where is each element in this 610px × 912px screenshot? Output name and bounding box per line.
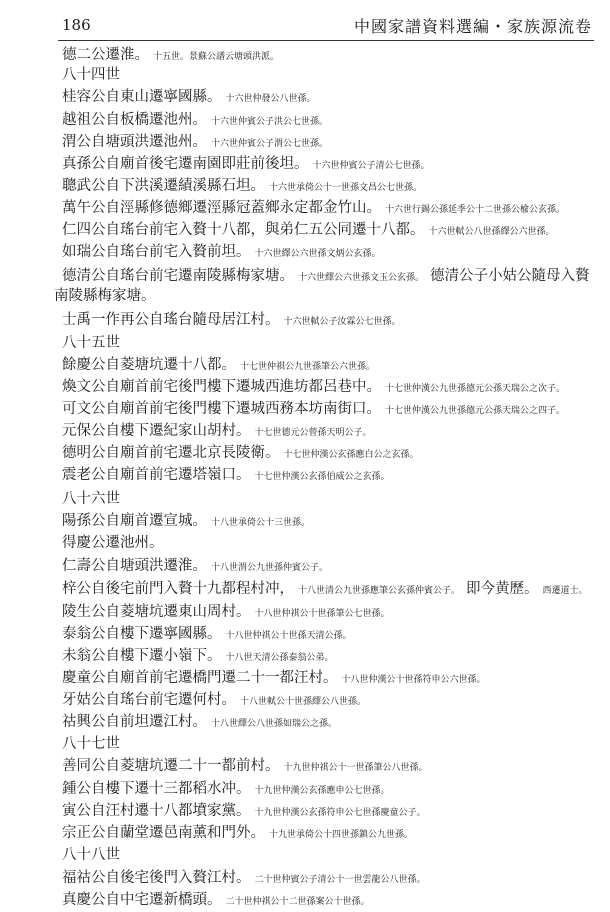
- entry-text: 善同公自菱塘坑遷二十一都前村。: [62, 758, 280, 774]
- migration-entry: [62, 442, 419, 465]
- entry-text: 宗正公自蘭堂遷邑南薰和門外。: [62, 825, 265, 841]
- migration-entry: [62, 109, 328, 132]
- entry-text: 南陵縣梅家塘。: [54, 288, 156, 304]
- migration-entry: [62, 778, 390, 801]
- entry-annotation: 十六世仲賓公子渭公七世孫。: [211, 139, 329, 149]
- entry-text: 真慶公自中宅遷新橋頭。: [62, 892, 222, 908]
- migration-entry: [62, 555, 328, 578]
- entry-text: 士禹一作再公自瑤台隨母居江村。: [62, 312, 280, 328]
- entry-annotation: 十六世軾公子汝霖公七世孫。: [283, 317, 401, 327]
- migration-entry: [62, 578, 588, 601]
- entry-text: 得慶公遷池州。: [62, 535, 164, 551]
- entry-text: 陽孫公自廟首遷宣城。: [62, 513, 207, 529]
- entry-text: 渭公自塘頭洪遷池州。: [62, 134, 207, 150]
- entry-annotation: 西遷道士。: [542, 586, 588, 596]
- entry-annotation: 十九世承倚公十四世孫鎮公九世孫。: [269, 830, 414, 840]
- entry-annotation: 十六世承倚公十一世孫文昌公七世孫。: [269, 183, 423, 193]
- generation-label: 八十五世: [62, 335, 120, 351]
- entry-continuation: 德清公子小姑公隨母入贅: [430, 268, 590, 284]
- entry-annotation: 十六世繹公六世孫文炳公玄孫。: [254, 249, 381, 259]
- entry-annotation: 十八世軾公十世孫繹公八世孫。: [240, 697, 367, 707]
- entry-annotation: 十八世清公九世孫應筆公玄孫仲賓公子。: [298, 586, 461, 596]
- entry-text: 越祖公自板橋遷池州。: [62, 112, 207, 128]
- entry-annotation: 十八世渭公九世孫仲賓公子。: [211, 563, 329, 573]
- entry-annotation: 十九世仲祺公十一世孫筆公八世孫。: [283, 763, 428, 773]
- entry-annotation: 十六世仲賓公子洪公七世孫。: [211, 117, 329, 127]
- entry-text: 梓公自後宅前門入贅十九都程村冲，: [62, 581, 294, 597]
- migration-entry: [62, 197, 565, 220]
- generation-label: 八十四世: [62, 67, 120, 83]
- generation-heading: [62, 64, 120, 85]
- migration-entry: [62, 689, 366, 712]
- entry-annotation: 十九世仲漢公玄孫符申公七世孫慶童公子。: [254, 808, 426, 818]
- migration-entry: [62, 86, 316, 109]
- entry-text: 桂容公自東山遷寧國縣。: [62, 89, 222, 105]
- entry-text: 福祜公自後宅後門入贅江村。: [62, 870, 251, 886]
- migration-entry: [62, 354, 375, 377]
- migration-entry: [62, 623, 352, 646]
- migration-entry: [62, 309, 401, 332]
- entry-text: 寅公自汪村遷十八都墳家黨。: [62, 803, 251, 819]
- entry-annotation: 二十世仲祺公十二世孫案公十世孫。: [225, 897, 370, 907]
- entry-annotation: 十八世承倚公十三世孫。: [211, 518, 311, 528]
- entry-annotation: 十八世仲祺公十世孫筆公七世孫。: [254, 609, 390, 619]
- generation-heading: [62, 488, 120, 509]
- generation-heading: [62, 844, 120, 865]
- migration-entry: [62, 131, 328, 154]
- entry-annotation: 十八世天清公孫泰翁公弟。: [225, 653, 334, 663]
- migration-entry: [62, 175, 422, 198]
- entry-text: 可文公自廟首前宅後門樓下遷城西務本坊南街口。: [62, 401, 381, 417]
- generation-label: 八十七世: [62, 736, 120, 752]
- entry-text: 萬午公自涇縣修德鄉遷涇縣冠蓋鄉永定都金竹山。: [62, 200, 381, 216]
- entry-annotation: 十六世仲發公八世孫。: [225, 94, 316, 104]
- entry-text: 未翁公自樓下遷小嶺下。: [62, 648, 222, 664]
- entry-annotation: 十五世。景蘇公譜云塘頭洪派。: [153, 52, 280, 62]
- entry-annotation: 十六世軾公八世孫繹公六世孫。: [428, 227, 555, 237]
- generation-label: 八十六世: [62, 491, 120, 507]
- generation-heading: [62, 733, 120, 754]
- migration-entry: [62, 711, 337, 734]
- entry-text: 聰武公自下洪溪遷績溪縣石坦。: [62, 178, 265, 194]
- migration-entry: [62, 153, 430, 176]
- entry-text: 煥文公自廟首前宅後門樓下遷城西進坊都呂巷中。: [62, 379, 381, 395]
- entry-text: 德明公自廟首前宅遷北京長陵衛。: [62, 445, 280, 461]
- migration-entry: [62, 822, 413, 845]
- entry-annotation: 十八世繹公八世孫如瑞公之孫。: [211, 719, 338, 729]
- book-title: 中國家譜資料選編・家族源流卷: [353, 17, 592, 36]
- entry-annotation: 十六世行錫公孫延季公十二世孫公楡公玄孫。: [385, 205, 566, 215]
- entry-annotation: 十七世仲漢公玄孫伯威公之玄孫。: [254, 472, 390, 482]
- migration-entry: [62, 867, 426, 890]
- migration-entry: [62, 420, 372, 443]
- entry-annotation: 十七世仲祺公九世孫筆公六世孫。: [240, 362, 376, 372]
- entry-text: 祜興公自前坦遷江村。: [62, 714, 207, 730]
- generation-heading: [62, 332, 120, 353]
- entry-text: 牙姑公自瑤台前宅遷何村。: [62, 692, 236, 708]
- entry-text: 元保公自樓下遷紀家山胡村。: [62, 423, 251, 439]
- entry-annotation: 十六世繹公六世孫文玉公玄孫。: [298, 273, 425, 283]
- entry-text: 陵生公自菱塘坑遷東山周村。: [62, 604, 251, 620]
- migration-entry: [62, 241, 381, 264]
- migration-entry: [62, 376, 565, 399]
- migration-entry: [62, 667, 486, 690]
- entry-annotation: 十八世仲祺公十世孫天清公孫。: [225, 631, 352, 641]
- migration-entry: [62, 464, 390, 487]
- entry-text: 德清公自瑤台前宅遷南陵縣梅家塘。: [62, 268, 294, 284]
- migration-entry: [54, 285, 156, 306]
- page-header: [62, 14, 592, 40]
- migration-entry: [62, 532, 164, 553]
- entry-text: 餘慶公自菱塘坑遷十八都。: [62, 357, 236, 373]
- migration-entry: [62, 601, 390, 624]
- page-number: 186: [62, 16, 91, 34]
- entry-annotation: 十六世仲賓公子清公七世孫。: [312, 161, 430, 171]
- entry-annotation: 十七世仲漢公九世孫德元公孫天瑞公之次子。: [385, 384, 566, 394]
- entry-annotation: 十七世仲漢公九世孫德元公孫天瑞公之四子。: [385, 406, 566, 416]
- migration-entry: [62, 219, 555, 242]
- entry-text: 鍾公自樓下遷十三都稻水冲。: [62, 781, 251, 797]
- entry-text: 泰翁公自樓下遷寧國縣。: [62, 626, 222, 642]
- entry-annotation: 十七世仲漢公玄孫應白公之玄孫。: [283, 450, 419, 460]
- entry-text: 德二公遷淮。: [62, 47, 149, 63]
- generation-label: 八十八世: [62, 847, 120, 863]
- entry-annotation: 十九世仲漢公玄孫應申公七世孫。: [254, 786, 390, 796]
- entry-annotation: 十八世仲漢公十世孫符申公六世孫。: [341, 675, 486, 685]
- migration-entry: [62, 645, 334, 668]
- entry-text: 震老公自廟首前宅遷塔嶺口。: [62, 467, 251, 483]
- migration-entry: [62, 800, 426, 823]
- entry-continuation: 即今黄歷。: [466, 581, 539, 597]
- entry-annotation: 二十世仲賓公子清公十一世雲龍公八世孫。: [254, 875, 426, 885]
- entry-text: 仁四公自瑤台前宅入贅十八都，與弟仁五公同遷十八都。: [62, 222, 425, 238]
- entry-text: 真孫公自廟首後宅遷南園即莊前後坦。: [62, 156, 309, 172]
- entry-annotation: 十七世德元公曾孫天明公子。: [254, 428, 372, 438]
- migration-entry: [62, 755, 428, 778]
- migration-entry: [62, 510, 310, 533]
- entry-text: 仁壽公自塘頭洪遷淮。: [62, 558, 207, 574]
- entry-text: 慶童公自廟首前宅遷橋門遷二十一都汪村。: [62, 670, 338, 686]
- migration-entry: [62, 398, 565, 421]
- header-rule: [58, 40, 594, 41]
- entry-text: 如瑞公自瑤台前宅入贅前坦。: [62, 244, 251, 260]
